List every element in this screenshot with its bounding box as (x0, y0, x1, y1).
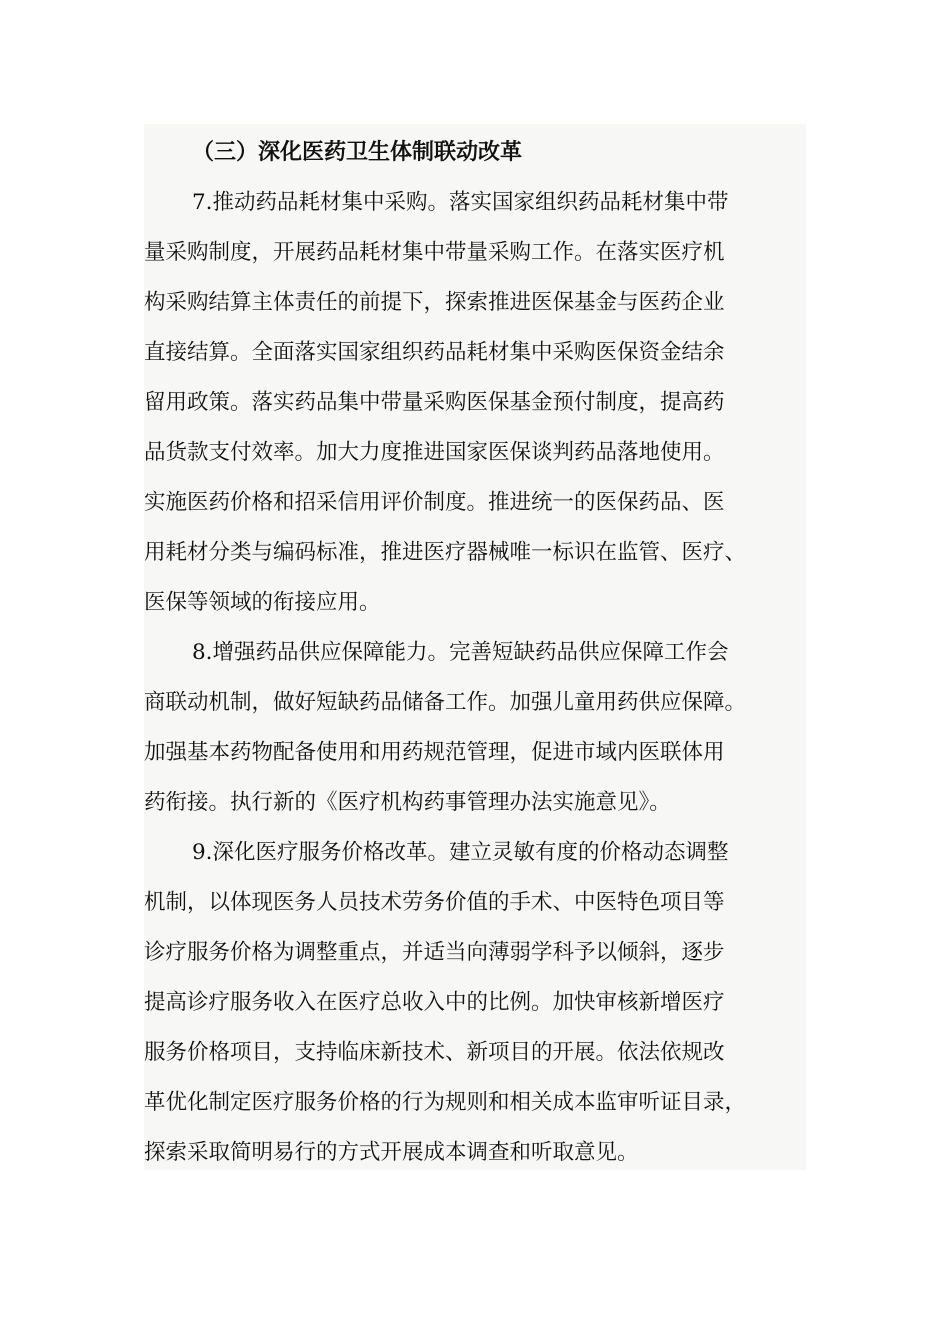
paragraph-line: 探索采取简明易行的方式开展成本调查和听取意见。 (144, 1140, 639, 1165)
paragraph-line: 量采购制度，开展药品耗材集中带量采购工作。在落实医疗机 (144, 240, 725, 265)
paragraph-line: 医保等领域的衔接应用。 (144, 590, 381, 615)
paragraph-line: 机制，以体现医务人员技术劳务价值的手术、中医特色项目等 (144, 890, 725, 915)
paragraph-line: 实施医药价格和招采信用评价制度。推进统一的医保药品、医 (144, 490, 725, 515)
paragraph-line: 留用政策。落实药品集中带量采购医保基金预付制度，提高药 (144, 390, 725, 415)
paragraph-line: 8.增强药品供应保障能力。完善短缺药品供应保障工作会 (192, 640, 729, 665)
paragraph-line: 提高诊疗服务收入在医疗总收入中的比例。加快审核新增医疗 (144, 990, 725, 1015)
document-text-block (144, 124, 806, 1170)
paragraph-line: 9.深化医疗服务价格改革。建立灵敏有度的价格动态调整 (192, 840, 729, 865)
section-heading: （三）深化医药卫生体制联动改革 (192, 140, 523, 165)
paragraph-line: 诊疗服务价格为调整重点，并适当向薄弱学科予以倾斜，逐步 (144, 940, 725, 965)
paragraph-line: 构采购结算主体责任的前提下，探索推进医保基金与医药企业 (144, 290, 725, 315)
paragraph-line: 品货款支付效率。加大力度推进国家医保谈判药品落地使用。 (144, 440, 725, 465)
paragraph-line: 药衔接。执行新的《医疗机构药事管理办法实施意见》。 (144, 790, 671, 815)
paragraph-line: 商联动机制，做好短缺药品储备工作。加强儿童用药供应保障。 (144, 690, 747, 715)
paragraph-8 (144, 628, 806, 828)
paragraph-line: 7.推动药品耗材集中采购。落实国家组织药品耗材集中带 (192, 190, 729, 215)
paragraph-line: 加强基本药物配备使用和用药规范管理，促进市域内医联体用 (144, 740, 725, 765)
paragraph-line: 直接结算。全面落实国家组织药品耗材集中采购医保资金结余 (144, 340, 725, 365)
paragraph-line: 用耗材分类与编码标准，推进医疗器械唯一标识在监管、医疗、 (144, 540, 747, 565)
paragraph-line: 革优化制定医疗服务价格的行为规则和相关成本监审听证目录， (144, 1090, 747, 1115)
paragraph-7 (144, 178, 806, 628)
paragraph-line: 服务价格项目，支持临床新技术、新项目的开展。依法依规改 (144, 1040, 725, 1065)
paragraph-9 (144, 828, 806, 1178)
